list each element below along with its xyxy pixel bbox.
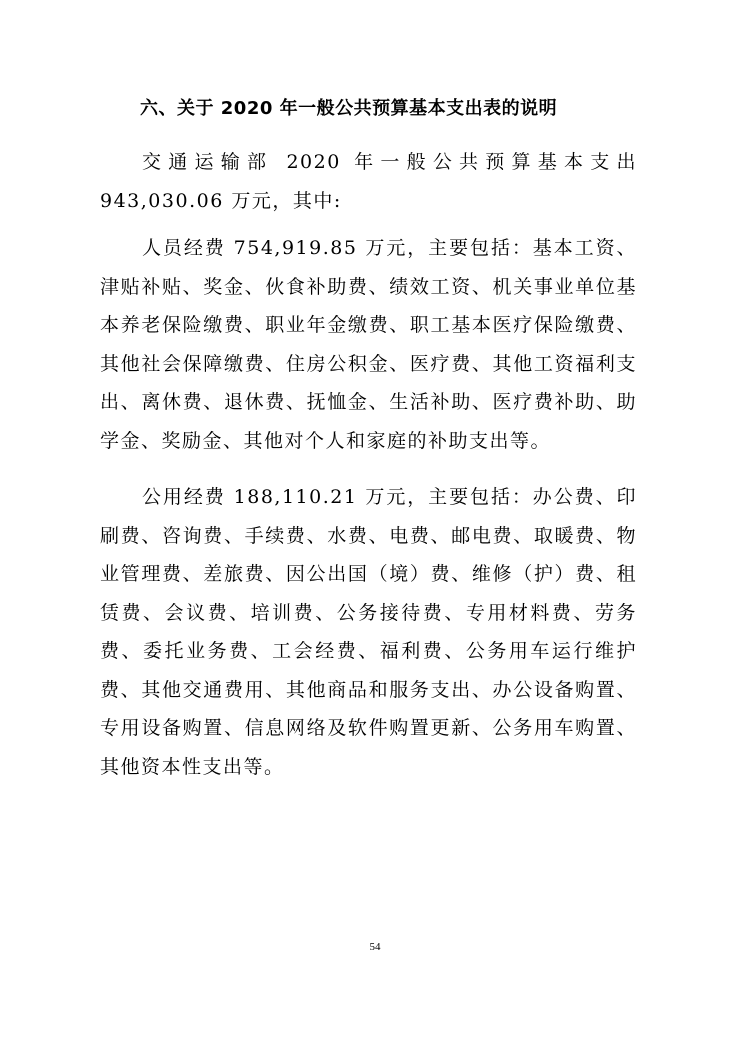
paragraph-personnel-expenses: 人员经费 754,919.85 万元，主要包括：基本工资、津贴补贴、奖金、伙食补助费、绩效工资、机关事业单位基本养老保险缴费、职业年金缴费、职工基本医疗保险缴费、其他社会保障缴费、住房公积金、医疗费、其他工资福利支出、离休费、退休费、抚恤金、生活补助、医疗费补助、助学金、奖励金、其他对个人和家庭的补助支出等。	[100, 237, 637, 452]
paragraph-total-expenditure: 交通运输部 2020 年一般公共预算基本支出 943,030.06 万元，其中:	[100, 151, 637, 212]
paragraph-public-expenses: 公用经费 188,110.21 万元，主要包括：办公费、印刷费、咨询费、手续费、水费、电费、邮电费、取暖费、物业管理费、差旅费、因公出国（境）费、维修（护）费、租赁费、会议费、培训费、公务接待费、专用材料费、劳务费、委托业务费、工会经费、福利费、公务用车运行维护费、其他交通费用、其他商品和服务支出、办公设备购置、专用设备购置、信息网络及软件购置更新、公务用车购置、其他资本性支出等。	[100, 486, 637, 778]
page-number: 54	[369, 941, 381, 953]
section-heading: 六、关于 2020 年一般公共预算基本支出表的说明	[140, 98, 558, 119]
